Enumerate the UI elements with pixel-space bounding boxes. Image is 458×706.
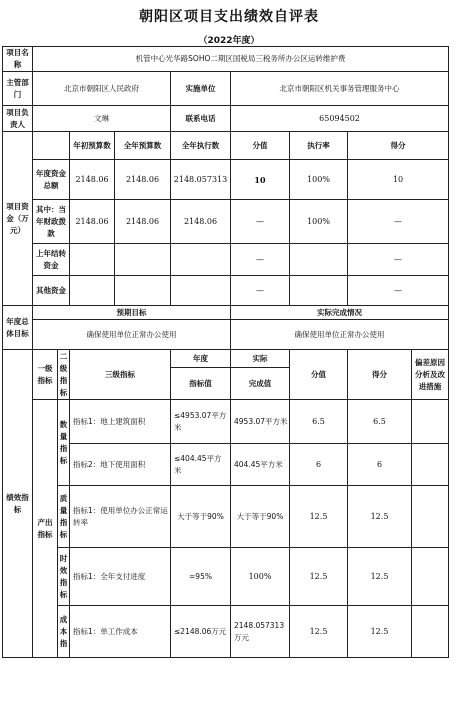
funds-cell: — — [231, 276, 290, 306]
funds-cell — [171, 244, 231, 276]
funds-header: 执行率 — [290, 132, 348, 160]
col-score: 得分 — [348, 350, 412, 400]
indicator-score: 12.5 — [348, 606, 412, 658]
indicator-name: 指标1：全年支付进度 — [70, 548, 171, 606]
funds-cell: 100% — [290, 200, 348, 244]
funds-cell — [171, 276, 231, 306]
funds-row-label: 其他资金 — [33, 276, 70, 306]
indicator-score: 12.5 — [348, 486, 412, 548]
funds-row-label: 年度资金总额 — [33, 160, 70, 200]
funds-section-label: 项目资金（万元） — [3, 132, 33, 306]
funds-cell — [115, 276, 171, 306]
dept-value: 北京市朝阳区人民政府 — [33, 72, 171, 106]
level2-quantity: 数量指标 — [58, 400, 70, 486]
funds-row-label: 其中：当年财政拨款 — [33, 200, 70, 244]
funds-header-blank — [33, 132, 70, 160]
col-actual: 完成值 — [231, 368, 290, 400]
indicator-value: 6 — [290, 444, 348, 486]
indicator-row — [3, 400, 449, 444]
funds-cell: 10 — [348, 160, 449, 200]
indicator-target: ≤404.45平方米 — [171, 444, 231, 486]
indicator-row — [3, 486, 449, 548]
funds-header: 年初预算数 — [70, 132, 115, 160]
level2-timeliness: 时效指标 — [58, 548, 70, 606]
col-annual: 年度 — [171, 350, 231, 368]
indicator-score: 6.5 — [348, 400, 412, 444]
indicator-score: 6 — [348, 444, 412, 486]
indicator-target: ≤4953.07平方米 — [171, 400, 231, 444]
indicator-actual: 404.45平方米 — [231, 444, 290, 486]
col-actual-top: 实际 — [231, 350, 290, 368]
indicator-row — [3, 548, 449, 606]
funds-cell: — — [231, 244, 290, 276]
funds-cell — [115, 244, 171, 276]
funds-header: 全年执行数 — [171, 132, 231, 160]
level2-cost: 成本指 — [58, 606, 70, 658]
funds-cell — [290, 276, 348, 306]
indicator-name: 指标1：地上建筑面积 — [70, 400, 171, 444]
owner-value: 文琳 — [33, 106, 171, 132]
unit-label: 实施单位 — [171, 72, 231, 106]
indicator-actual: 100% — [231, 548, 290, 606]
indicator-reason — [412, 444, 449, 486]
indicator-value: 6.5 — [290, 400, 348, 444]
owner-label: 项目负责人 — [3, 106, 33, 132]
indicator-name: 指标1：单工作成本 — [70, 606, 171, 658]
evaluation-table — [2, 46, 449, 658]
funds-row — [3, 200, 449, 244]
col-level2: 二级指标 — [58, 350, 70, 400]
col-reason: 偏差原因分析及改进措施 — [412, 350, 449, 400]
funds-row — [3, 160, 449, 200]
project-name-label: 项目名称 — [3, 47, 33, 72]
funds-row — [3, 276, 449, 306]
funds-cell: 2148.06 — [70, 160, 115, 200]
funds-cell: 2148.06 — [70, 200, 115, 244]
indicator-score: 12.5 — [348, 548, 412, 606]
col-target: 指标值 — [171, 368, 231, 400]
indicators-section-label: 绩效指标 — [3, 350, 33, 658]
funds-header: 分值 — [231, 132, 290, 160]
funds-cell: 2148.06 — [171, 200, 231, 244]
funds-cell: — — [231, 200, 290, 244]
funds-cell — [70, 244, 115, 276]
funds-cell — [290, 244, 348, 276]
level2-quality: 质量指标 — [58, 486, 70, 548]
page-title: 朝阳区项目支出绩效自评表 — [139, 9, 319, 25]
goals-section-label: 年度总体目标 — [3, 306, 33, 350]
funds-cell: — — [348, 276, 449, 306]
indicator-reason — [412, 400, 449, 444]
indicator-actual: 2148.057313万元 — [231, 606, 290, 658]
funds-header: 得分 — [348, 132, 449, 160]
indicator-target: 大于等于90% — [171, 486, 231, 548]
goals-actual-header: 实际完成情况 — [231, 306, 449, 320]
goals-expected-header: 预期目标 — [33, 306, 231, 320]
col-score-value: 分值 — [290, 350, 348, 400]
phone-label: 联系电话 — [171, 106, 231, 132]
dept-label: 主管部门 — [3, 72, 33, 106]
col-level3: 三级指标 — [70, 350, 171, 400]
indicator-row — [3, 444, 449, 486]
funds-header: 全年预算数 — [115, 132, 171, 160]
funds-cell: — — [348, 200, 449, 244]
col-level1: 一级指标 — [33, 350, 58, 400]
indicator-name: 指标1：使用单位办公正常运转率 — [70, 486, 171, 548]
indicator-actual: 大于等于90% — [231, 486, 290, 548]
funds-row-label: 上年结转资金 — [33, 244, 70, 276]
indicator-value: 12.5 — [290, 486, 348, 548]
indicator-value: 12.5 — [290, 606, 348, 658]
level1-output: 产出指标 — [33, 400, 58, 658]
indicator-name: 指标2：地下使用面积 — [70, 444, 171, 486]
funds-cell: 2148.057313 — [171, 160, 231, 200]
funds-cell: 100% — [290, 160, 348, 200]
indicator-reason — [412, 486, 449, 548]
unit-value: 北京市朝阳区机关事务管理服务中心 — [231, 72, 449, 106]
indicator-row — [3, 606, 449, 658]
funds-cell — [70, 276, 115, 306]
indicator-reason — [412, 606, 449, 658]
goals-expected-value: 确保使用单位正常办公使用 — [33, 320, 231, 350]
funds-cell: 2148.06 — [115, 200, 171, 244]
funds-cell: 10 — [231, 160, 290, 200]
page-subtitle: （2022年度） — [198, 36, 260, 46]
indicator-actual: 4953.07平方米 — [231, 400, 290, 444]
indicator-reason — [412, 548, 449, 606]
phone-value: 65094502 — [231, 106, 449, 132]
funds-cell: — — [348, 244, 449, 276]
funds-row — [3, 244, 449, 276]
funds-cell: 2148.06 — [115, 160, 171, 200]
indicator-value: 12.5 — [290, 548, 348, 606]
indicator-target: ≤2148.06万元 — [171, 606, 231, 658]
goals-actual-value: 确保使用单位正常办公使用 — [231, 320, 449, 350]
indicator-target: =95% — [171, 548, 231, 606]
project-name-value: 机管中心光华路SOHO二期区国税局三税务所办公区运转维护费 — [33, 47, 449, 72]
